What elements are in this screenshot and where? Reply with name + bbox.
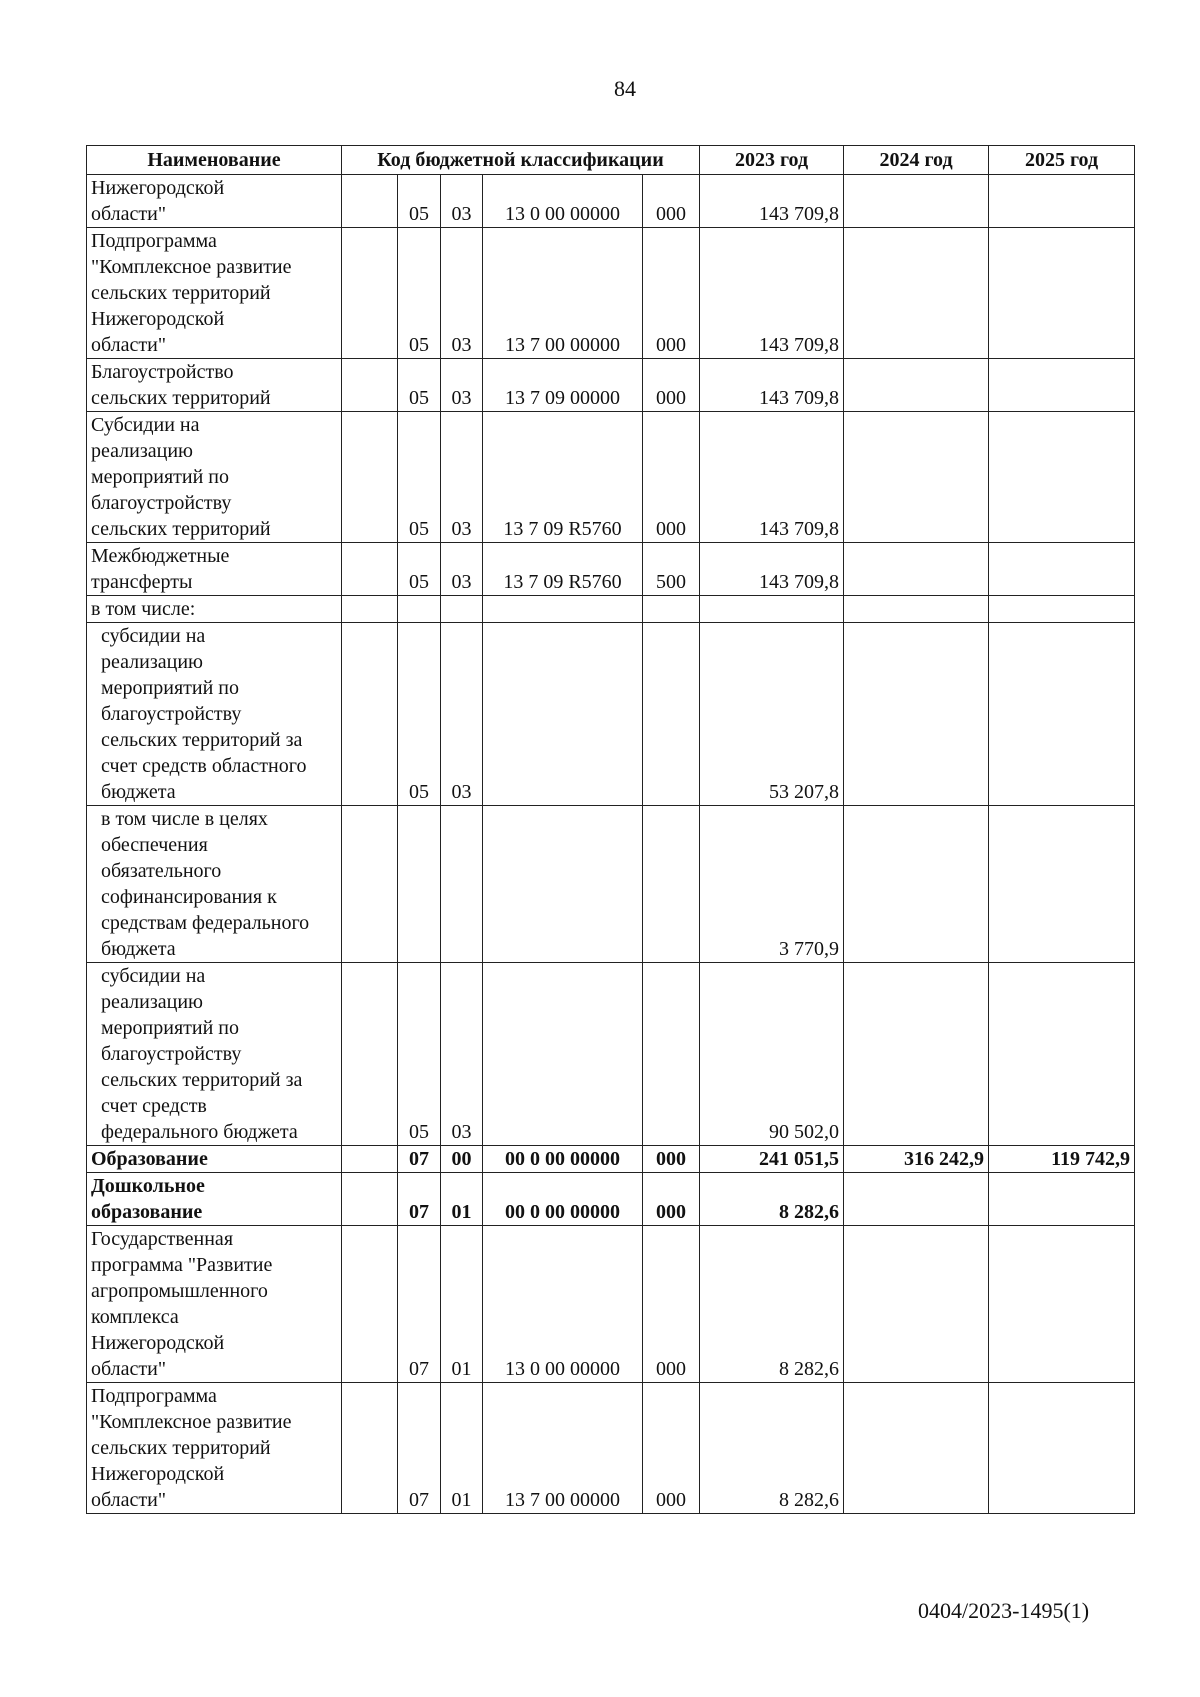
document-code: 0404/2023-1495(1) xyxy=(918,1598,1090,1623)
cell-code-target: 00 0 00 00000 xyxy=(483,1173,643,1226)
cell-code-expense-type xyxy=(643,806,700,963)
table-row xyxy=(87,1226,1135,1383)
cell-code-section xyxy=(342,412,398,543)
cell-2023: 90 502,0 xyxy=(700,963,844,1146)
cell-name: в том числе: xyxy=(87,596,342,623)
cell-code-section xyxy=(342,623,398,806)
cell-code-target: 00 0 00 00000 xyxy=(483,1146,643,1173)
cell-2025 xyxy=(989,228,1135,359)
cell-code-chapter: 05 xyxy=(398,412,441,543)
cell-code-expense-type xyxy=(643,596,700,623)
cell-2024 xyxy=(844,963,989,1146)
cell-2023: 143 709,8 xyxy=(700,175,844,228)
cell-code-subsection: 03 xyxy=(441,359,483,412)
header-2025: 2025 год xyxy=(989,146,1135,175)
cell-name: Подпрограмма "Комплексное развитие сельских территорий Нижегородской области" xyxy=(87,1383,342,1514)
cell-2025 xyxy=(989,1226,1135,1383)
table-row xyxy=(87,806,1135,963)
table-header-row xyxy=(87,146,1135,175)
cell-code-subsection: 03 xyxy=(441,623,483,806)
cell-code-section xyxy=(342,1383,398,1514)
header-code: Код бюджетной классификации xyxy=(342,146,700,175)
cell-2023: 8 282,6 xyxy=(700,1383,844,1514)
cell-code-section xyxy=(342,963,398,1146)
cell-2024: 316 242,9 xyxy=(844,1146,989,1173)
header-name: Наименование xyxy=(87,146,342,175)
page-number: 84 xyxy=(614,76,636,101)
cell-code-section xyxy=(342,596,398,623)
cell-2025 xyxy=(989,596,1135,623)
cell-code-expense-type: 000 xyxy=(643,228,700,359)
cell-2024 xyxy=(844,359,989,412)
cell-code-section xyxy=(342,175,398,228)
budget-table xyxy=(86,145,1135,1514)
cell-code-expense-type: 000 xyxy=(643,1173,700,1226)
cell-code-target xyxy=(483,963,643,1146)
table-row xyxy=(87,1173,1135,1226)
cell-2024 xyxy=(844,543,989,596)
cell-code-chapter: 07 xyxy=(398,1173,441,1226)
header-2023: 2023 год xyxy=(700,146,844,175)
cell-name: субсидии на реализацию мероприятий по благоустройству сельских территорий за счет средств федерального бюджета xyxy=(87,963,342,1146)
cell-code-target: 13 7 09 R5760 xyxy=(483,412,643,543)
table-row xyxy=(87,1383,1135,1514)
cell-2025 xyxy=(989,1173,1135,1226)
cell-code-section xyxy=(342,806,398,963)
cell-2023: 8 282,6 xyxy=(700,1226,844,1383)
cell-code-expense-type xyxy=(643,623,700,806)
cell-name: Образование xyxy=(87,1146,342,1173)
cell-code-expense-type: 000 xyxy=(643,359,700,412)
cell-code-section xyxy=(342,359,398,412)
cell-code-section xyxy=(342,228,398,359)
cell-2024 xyxy=(844,1226,989,1383)
cell-2023: 143 709,8 xyxy=(700,543,844,596)
cell-code-section xyxy=(342,1173,398,1226)
cell-2024 xyxy=(844,623,989,806)
cell-code-target xyxy=(483,596,643,623)
table-row xyxy=(87,228,1135,359)
cell-code-target: 13 0 00 00000 xyxy=(483,1226,643,1383)
cell-code-expense-type xyxy=(643,963,700,1146)
cell-2023: 3 770,9 xyxy=(700,806,844,963)
cell-code-subsection: 00 xyxy=(441,1146,483,1173)
cell-code-target: 13 0 00 00000 xyxy=(483,175,643,228)
table-row xyxy=(87,412,1135,543)
cell-code-chapter: 07 xyxy=(398,1226,441,1383)
cell-2023: 53 207,8 xyxy=(700,623,844,806)
cell-name: Дошкольное образование xyxy=(87,1173,342,1226)
cell-name: субсидии на реализацию мероприятий по благоустройству сельских территорий за счет средств областного бюджета xyxy=(87,623,342,806)
cell-code-subsection: 01 xyxy=(441,1383,483,1514)
header-2024: 2024 год xyxy=(844,146,989,175)
cell-code-subsection: 03 xyxy=(441,963,483,1146)
cell-2025 xyxy=(989,623,1135,806)
cell-2024 xyxy=(844,412,989,543)
cell-2025 xyxy=(989,1383,1135,1514)
cell-name: Межбюджетные трансферты xyxy=(87,543,342,596)
cell-code-target: 13 7 09 R5760 xyxy=(483,543,643,596)
cell-2025 xyxy=(989,806,1135,963)
cell-code-chapter: 07 xyxy=(398,1383,441,1514)
cell-code-section xyxy=(342,1146,398,1173)
cell-2023: 241 051,5 xyxy=(700,1146,844,1173)
cell-2024 xyxy=(844,806,989,963)
cell-name: Субсидии на реализацию мероприятий по благоустройству сельских территорий xyxy=(87,412,342,543)
cell-code-expense-type: 000 xyxy=(643,1383,700,1514)
cell-code-chapter: 05 xyxy=(398,963,441,1146)
cell-2024 xyxy=(844,228,989,359)
cell-code-target: 13 7 09 00000 xyxy=(483,359,643,412)
cell-code-target: 13 7 00 00000 xyxy=(483,1383,643,1514)
cell-code-expense-type: 000 xyxy=(643,412,700,543)
cell-name: Государственная программа "Развитие агропромышленного комплекса Нижегородской области" xyxy=(87,1226,342,1383)
cell-2025 xyxy=(989,175,1135,228)
cell-code-chapter xyxy=(398,596,441,623)
cell-code-subsection xyxy=(441,806,483,963)
cell-2023: 143 709,8 xyxy=(700,359,844,412)
table-row xyxy=(87,1146,1135,1173)
cell-2025 xyxy=(989,359,1135,412)
cell-code-subsection: 03 xyxy=(441,543,483,596)
cell-code-subsection: 03 xyxy=(441,228,483,359)
cell-code-subsection xyxy=(441,596,483,623)
cell-code-chapter: 05 xyxy=(398,359,441,412)
cell-code-expense-type: 000 xyxy=(643,1146,700,1173)
cell-2025 xyxy=(989,963,1135,1146)
table-row xyxy=(87,359,1135,412)
cell-code-target xyxy=(483,623,643,806)
cell-name: Благоустройство сельских территорий xyxy=(87,359,342,412)
cell-2023: 143 709,8 xyxy=(700,228,844,359)
cell-code-subsection: 03 xyxy=(441,175,483,228)
cell-code-section xyxy=(342,1226,398,1383)
cell-code-subsection: 01 xyxy=(441,1226,483,1383)
cell-2025: 119 742,9 xyxy=(989,1146,1135,1173)
cell-code-expense-type: 000 xyxy=(643,175,700,228)
cell-code-subsection: 03 xyxy=(441,412,483,543)
cell-2023: 143 709,8 xyxy=(700,412,844,543)
table-row xyxy=(87,963,1135,1146)
cell-2024 xyxy=(844,1383,989,1514)
table-row xyxy=(87,596,1135,623)
cell-code-section xyxy=(342,543,398,596)
cell-code-target: 13 7 00 00000 xyxy=(483,228,643,359)
cell-code-expense-type: 500 xyxy=(643,543,700,596)
table-row xyxy=(87,175,1135,228)
cell-name: Нижегородской области" xyxy=(87,175,342,228)
cell-2024 xyxy=(844,175,989,228)
cell-code-target xyxy=(483,806,643,963)
cell-name: в том числе в целях обеспечения обязательного софинансирования к средствам федерального бюджета xyxy=(87,806,342,963)
cell-code-chapter: 05 xyxy=(398,623,441,806)
cell-2024 xyxy=(844,596,989,623)
cell-2024 xyxy=(844,1173,989,1226)
cell-code-chapter xyxy=(398,806,441,963)
table-row xyxy=(87,623,1135,806)
cell-2023: 8 282,6 xyxy=(700,1173,844,1226)
cell-code-chapter: 07 xyxy=(398,1146,441,1173)
table-row xyxy=(87,543,1135,596)
cell-code-expense-type: 000 xyxy=(643,1226,700,1383)
cell-name: Подпрограмма "Комплексное развитие сельских территорий Нижегородской области" xyxy=(87,228,342,359)
cell-2023 xyxy=(700,596,844,623)
cell-2025 xyxy=(989,543,1135,596)
cell-code-chapter: 05 xyxy=(398,543,441,596)
cell-code-chapter: 05 xyxy=(398,175,441,228)
cell-code-chapter: 05 xyxy=(398,228,441,359)
cell-2025 xyxy=(989,412,1135,543)
table-body xyxy=(87,175,1135,1514)
cell-code-subsection: 01 xyxy=(441,1173,483,1226)
